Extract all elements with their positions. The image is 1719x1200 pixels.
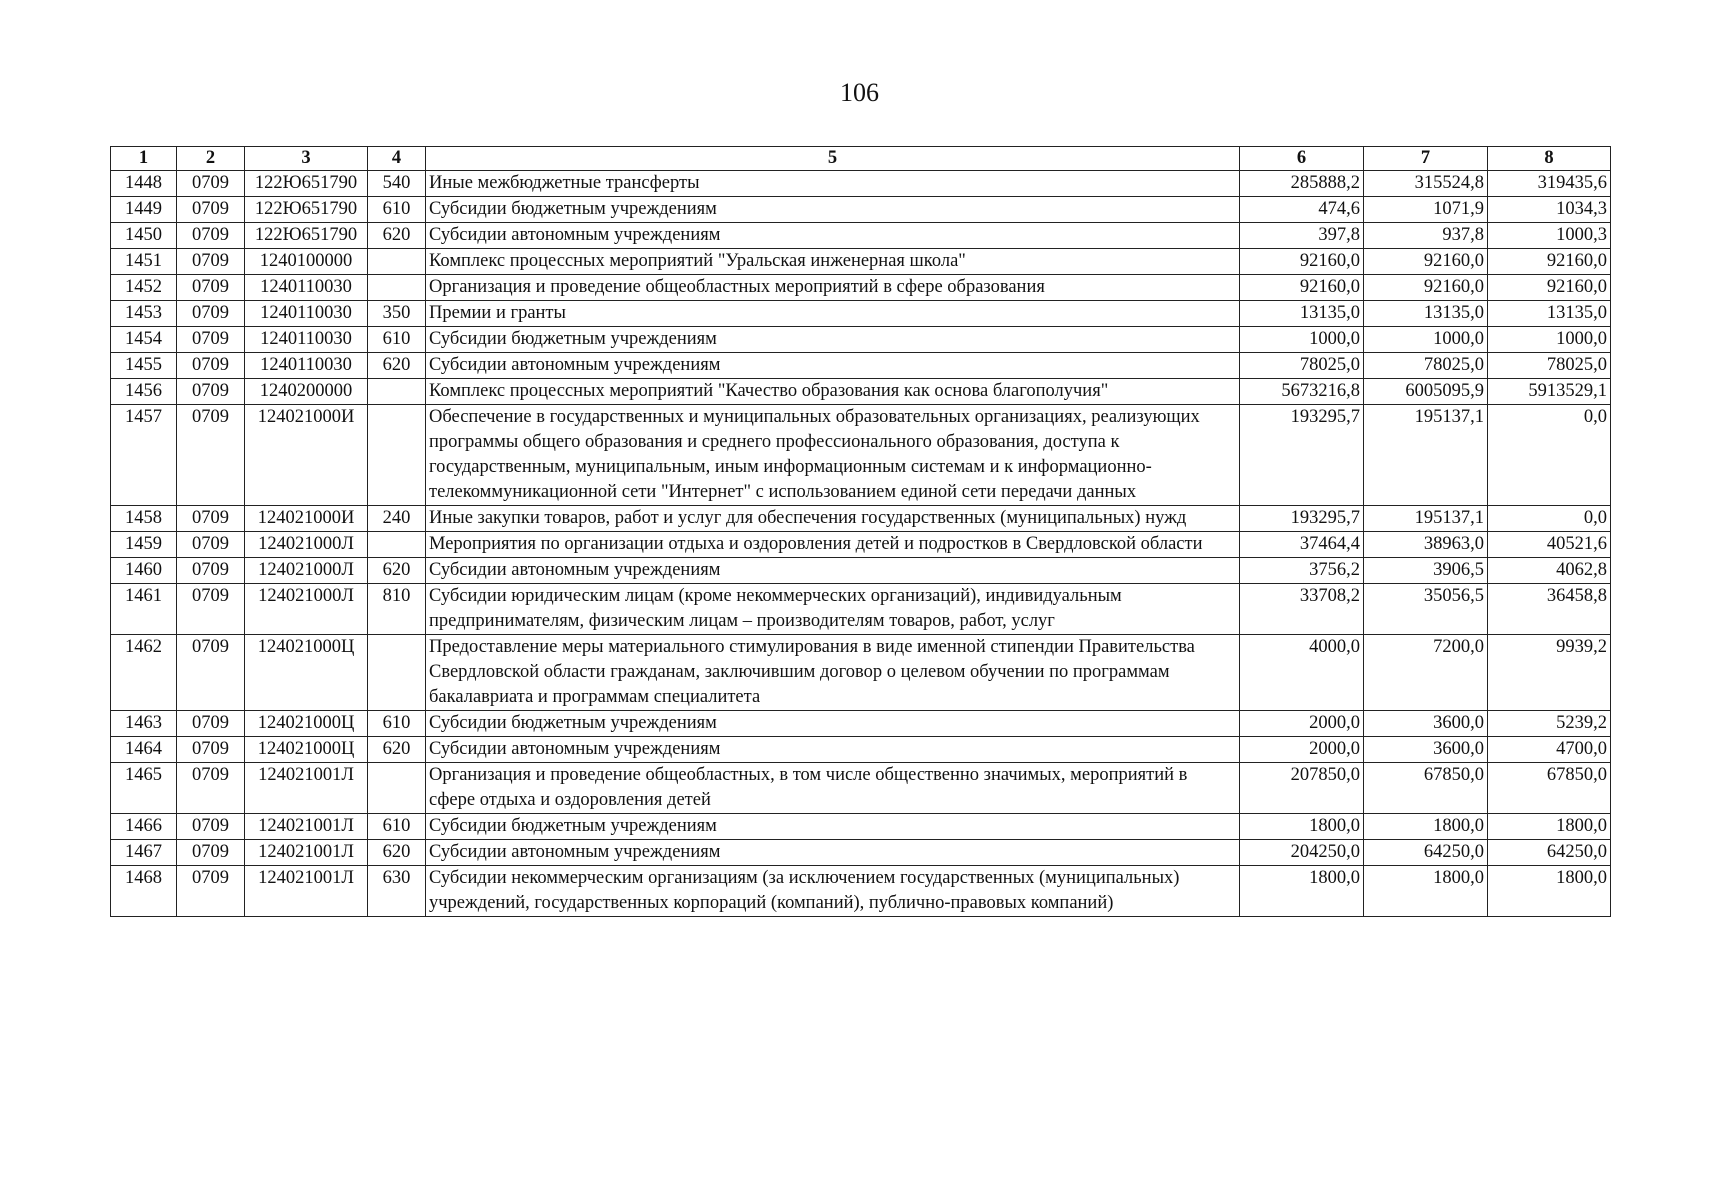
amount-col7-cell: 3906,5	[1364, 558, 1488, 584]
item-name-cell: Субсидии некоммерческим организациям (за исключением государственных (муниципальных) учреждений, государственных корпораций (компаний), публично-правовых компаний)	[426, 866, 1240, 917]
table-row	[111, 171, 1611, 197]
item-name-cell: Иные межбюджетные трансферты	[426, 171, 1240, 197]
amount-col6-cell: 2000,0	[1240, 711, 1364, 737]
amount-col6-cell: 37464,4	[1240, 532, 1364, 558]
target-article-cell: 124021000Ц	[245, 635, 368, 711]
table-row	[111, 558, 1611, 584]
expense-type-cell: 810	[368, 584, 426, 635]
target-article-cell: 1240110030	[245, 353, 368, 379]
expense-type-cell	[368, 532, 426, 558]
amount-col7-cell: 1800,0	[1364, 866, 1488, 917]
page-number: 106	[840, 78, 879, 107]
column-header: 7	[1364, 147, 1488, 171]
row-number-cell: 1464	[111, 737, 177, 763]
target-article-cell: 1240110030	[245, 301, 368, 327]
amount-col8-cell: 13135,0	[1488, 301, 1611, 327]
amount-col8-cell: 0,0	[1488, 405, 1611, 506]
row-number-cell: 1451	[111, 249, 177, 275]
target-article-cell: 122Ю651790	[245, 197, 368, 223]
amount-col6-cell: 92160,0	[1240, 275, 1364, 301]
item-name-cell: Премии и гранты	[426, 301, 1240, 327]
section-code-cell: 0709	[177, 405, 245, 506]
amount-col7-cell: 35056,5	[1364, 584, 1488, 635]
section-code-cell: 0709	[177, 197, 245, 223]
amount-col8-cell: 5239,2	[1488, 711, 1611, 737]
budget-table	[110, 146, 1611, 917]
amount-col8-cell: 92160,0	[1488, 275, 1611, 301]
expense-type-cell: 620	[368, 840, 426, 866]
amount-col7-cell: 64250,0	[1364, 840, 1488, 866]
item-name-cell: Субсидии автономным учреждениям	[426, 353, 1240, 379]
expense-type-cell: 610	[368, 197, 426, 223]
amount-col6-cell: 5673216,8	[1240, 379, 1364, 405]
item-name-cell: Комплекс процессных мероприятий "Уральская инженерная школа"	[426, 249, 1240, 275]
target-article-cell: 124021000И	[245, 506, 368, 532]
item-name-cell: Субсидии автономным учреждениям	[426, 558, 1240, 584]
expense-type-cell: 620	[368, 223, 426, 249]
section-code-cell: 0709	[177, 171, 245, 197]
amount-col6-cell: 33708,2	[1240, 584, 1364, 635]
item-name-cell: Предоставление меры материального стимулирования в виде именной стипендии Правительства Свердловской области гражданам, заключившим договор о целевом обучении по программам бакалавриата и программам специалитета	[426, 635, 1240, 711]
section-code-cell: 0709	[177, 327, 245, 353]
item-name-cell: Организация и проведение общеобластных мероприятий в сфере образования	[426, 275, 1240, 301]
expense-type-cell: 620	[368, 558, 426, 584]
amount-col8-cell: 4700,0	[1488, 737, 1611, 763]
amount-col7-cell: 1000,0	[1364, 327, 1488, 353]
expense-type-cell	[368, 249, 426, 275]
amount-col7-cell: 3600,0	[1364, 711, 1488, 737]
section-code-cell: 0709	[177, 763, 245, 814]
section-code-cell: 0709	[177, 532, 245, 558]
amount-col7-cell: 13135,0	[1364, 301, 1488, 327]
column-header: 4	[368, 147, 426, 171]
amount-col7-cell: 1800,0	[1364, 814, 1488, 840]
expense-type-cell	[368, 763, 426, 814]
target-article-cell: 124021000Л	[245, 584, 368, 635]
amount-col6-cell: 1800,0	[1240, 814, 1364, 840]
table-row	[111, 584, 1611, 635]
row-number-cell: 1461	[111, 584, 177, 635]
item-name-cell: Комплекс процессных мероприятий "Качество образования как основа благополучия"	[426, 379, 1240, 405]
amount-col6-cell: 193295,7	[1240, 405, 1364, 506]
row-number-cell: 1459	[111, 532, 177, 558]
row-number-cell: 1448	[111, 171, 177, 197]
row-number-cell: 1465	[111, 763, 177, 814]
amount-col8-cell: 319435,6	[1488, 171, 1611, 197]
row-number-cell: 1468	[111, 866, 177, 917]
item-name-cell: Субсидии автономным учреждениям	[426, 223, 1240, 249]
table-row	[111, 223, 1611, 249]
target-article-cell: 124021001Л	[245, 866, 368, 917]
target-article-cell: 124021000Ц	[245, 711, 368, 737]
expense-type-cell: 610	[368, 814, 426, 840]
amount-col7-cell: 3600,0	[1364, 737, 1488, 763]
target-article-cell: 124021001Л	[245, 814, 368, 840]
amount-col6-cell: 1000,0	[1240, 327, 1364, 353]
item-name-cell: Субсидии автономным учреждениям	[426, 737, 1240, 763]
expense-type-cell: 350	[368, 301, 426, 327]
amount-col7-cell: 92160,0	[1364, 249, 1488, 275]
target-article-cell: 124021001Л	[245, 763, 368, 814]
amount-col8-cell: 1034,3	[1488, 197, 1611, 223]
amount-col6-cell: 474,6	[1240, 197, 1364, 223]
expense-type-cell: 620	[368, 353, 426, 379]
amount-col6-cell: 207850,0	[1240, 763, 1364, 814]
item-name-cell: Организация и проведение общеобластных, в том числе общественно значимых, мероприятий в сфере отдыха и оздоровления детей	[426, 763, 1240, 814]
table-row	[111, 532, 1611, 558]
amount-col7-cell: 67850,0	[1364, 763, 1488, 814]
row-number-cell: 1467	[111, 840, 177, 866]
amount-col6-cell: 13135,0	[1240, 301, 1364, 327]
section-code-cell: 0709	[177, 814, 245, 840]
column-header: 3	[245, 147, 368, 171]
column-header: 5	[426, 147, 1240, 171]
row-number-cell: 1466	[111, 814, 177, 840]
target-article-cell: 124021000Ц	[245, 737, 368, 763]
amount-col8-cell: 1800,0	[1488, 814, 1611, 840]
amount-col6-cell: 397,8	[1240, 223, 1364, 249]
expense-type-cell	[368, 275, 426, 301]
table-row	[111, 840, 1611, 866]
table-row	[111, 249, 1611, 275]
item-name-cell: Иные закупки товаров, работ и услуг для обеспечения государственных (муниципальных) нужд	[426, 506, 1240, 532]
item-name-cell: Субсидии бюджетным учреждениям	[426, 814, 1240, 840]
expense-type-cell	[368, 635, 426, 711]
amount-col8-cell: 40521,6	[1488, 532, 1611, 558]
amount-col6-cell: 92160,0	[1240, 249, 1364, 275]
section-code-cell: 0709	[177, 223, 245, 249]
section-code-cell: 0709	[177, 301, 245, 327]
row-number-cell: 1457	[111, 405, 177, 506]
amount-col6-cell: 4000,0	[1240, 635, 1364, 711]
section-code-cell: 0709	[177, 737, 245, 763]
expense-type-cell: 630	[368, 866, 426, 917]
amount-col8-cell: 5913529,1	[1488, 379, 1611, 405]
amount-col8-cell: 0,0	[1488, 506, 1611, 532]
amount-col6-cell: 3756,2	[1240, 558, 1364, 584]
header-row	[111, 147, 1611, 171]
section-code-cell: 0709	[177, 866, 245, 917]
target-article-cell: 1240110030	[245, 275, 368, 301]
target-article-cell: 1240100000	[245, 249, 368, 275]
amount-col8-cell: 4062,8	[1488, 558, 1611, 584]
amount-col6-cell: 78025,0	[1240, 353, 1364, 379]
target-article-cell: 124021000Л	[245, 532, 368, 558]
section-code-cell: 0709	[177, 584, 245, 635]
table-row	[111, 763, 1611, 814]
row-number-cell: 1460	[111, 558, 177, 584]
column-header: 8	[1488, 147, 1611, 171]
amount-col8-cell: 36458,8	[1488, 584, 1611, 635]
amount-col8-cell: 67850,0	[1488, 763, 1611, 814]
amount-col8-cell: 1800,0	[1488, 866, 1611, 917]
row-number-cell: 1454	[111, 327, 177, 353]
item-name-cell: Субсидии бюджетным учреждениям	[426, 327, 1240, 353]
amount-col8-cell: 78025,0	[1488, 353, 1611, 379]
amount-col7-cell: 38963,0	[1364, 532, 1488, 558]
expense-type-cell: 610	[368, 327, 426, 353]
expense-type-cell: 610	[368, 711, 426, 737]
table-row	[111, 506, 1611, 532]
amount-col7-cell: 937,8	[1364, 223, 1488, 249]
amount-col6-cell: 193295,7	[1240, 506, 1364, 532]
expense-type-cell: 240	[368, 506, 426, 532]
amount-col7-cell: 6005095,9	[1364, 379, 1488, 405]
amount-col8-cell: 1000,3	[1488, 223, 1611, 249]
amount-col8-cell: 1000,0	[1488, 327, 1611, 353]
table-row	[111, 711, 1611, 737]
column-header: 2	[177, 147, 245, 171]
amount-col6-cell: 2000,0	[1240, 737, 1364, 763]
table-row	[111, 405, 1611, 506]
expense-type-cell	[368, 405, 426, 506]
row-number-cell: 1462	[111, 635, 177, 711]
item-name-cell: Субсидии автономным учреждениям	[426, 840, 1240, 866]
row-number-cell: 1449	[111, 197, 177, 223]
table-row	[111, 327, 1611, 353]
section-code-cell: 0709	[177, 558, 245, 584]
amount-col7-cell: 92160,0	[1364, 275, 1488, 301]
target-article-cell: 124021001Л	[245, 840, 368, 866]
row-number-cell: 1456	[111, 379, 177, 405]
amount-col7-cell: 195137,1	[1364, 405, 1488, 506]
table-row	[111, 737, 1611, 763]
amount-col6-cell: 285888,2	[1240, 171, 1364, 197]
row-number-cell: 1452	[111, 275, 177, 301]
row-number-cell: 1450	[111, 223, 177, 249]
target-article-cell: 122Ю651790	[245, 223, 368, 249]
section-code-cell: 0709	[177, 506, 245, 532]
table-row	[111, 301, 1611, 327]
amount-col6-cell: 204250,0	[1240, 840, 1364, 866]
expense-type-cell: 540	[368, 171, 426, 197]
target-article-cell: 1240200000	[245, 379, 368, 405]
table-row	[111, 866, 1611, 917]
section-code-cell: 0709	[177, 249, 245, 275]
amount-col7-cell: 78025,0	[1364, 353, 1488, 379]
table-row	[111, 197, 1611, 223]
section-code-cell: 0709	[177, 840, 245, 866]
table-row	[111, 275, 1611, 301]
table-row	[111, 379, 1611, 405]
row-number-cell: 1455	[111, 353, 177, 379]
item-name-cell: Субсидии бюджетным учреждениям	[426, 711, 1240, 737]
item-name-cell: Субсидии бюджетным учреждениям	[426, 197, 1240, 223]
amount-col8-cell: 92160,0	[1488, 249, 1611, 275]
amount-col7-cell: 1071,9	[1364, 197, 1488, 223]
section-code-cell: 0709	[177, 275, 245, 301]
item-name-cell: Обеспечение в государственных и муниципальных образовательных организациях, реализующих программы общего образования и среднего профессионального образования, доступа к государственным, муниципальным, иным информационным системам и к информационно-телекоммуникационной сети "Интернет" с использованием единой сети передачи данных	[426, 405, 1240, 506]
target-article-cell: 124021000Л	[245, 558, 368, 584]
row-number-cell: 1453	[111, 301, 177, 327]
section-code-cell: 0709	[177, 353, 245, 379]
target-article-cell: 122Ю651790	[245, 171, 368, 197]
section-code-cell: 0709	[177, 711, 245, 737]
column-header: 6	[1240, 147, 1364, 171]
amount-col7-cell: 315524,8	[1364, 171, 1488, 197]
amount-col8-cell: 64250,0	[1488, 840, 1611, 866]
target-article-cell: 1240110030	[245, 327, 368, 353]
expense-type-cell	[368, 379, 426, 405]
table-row	[111, 353, 1611, 379]
section-code-cell: 0709	[177, 379, 245, 405]
row-number-cell: 1458	[111, 506, 177, 532]
item-name-cell: Мероприятия по организации отдыха и оздоровления детей и подростков в Свердловской области	[426, 532, 1240, 558]
column-header: 1	[111, 147, 177, 171]
section-code-cell: 0709	[177, 635, 245, 711]
amount-col6-cell: 1800,0	[1240, 866, 1364, 917]
table-row	[111, 814, 1611, 840]
table-row	[111, 635, 1611, 711]
item-name-cell: Субсидии юридическим лицам (кроме некоммерческих организаций), индивидуальным предпринимателям, физическим лицам – производителям товаров, работ, услуг	[426, 584, 1240, 635]
target-article-cell: 124021000И	[245, 405, 368, 506]
amount-col7-cell: 195137,1	[1364, 506, 1488, 532]
amount-col7-cell: 7200,0	[1364, 635, 1488, 711]
row-number-cell: 1463	[111, 711, 177, 737]
expense-type-cell: 620	[368, 737, 426, 763]
amount-col8-cell: 9939,2	[1488, 635, 1611, 711]
